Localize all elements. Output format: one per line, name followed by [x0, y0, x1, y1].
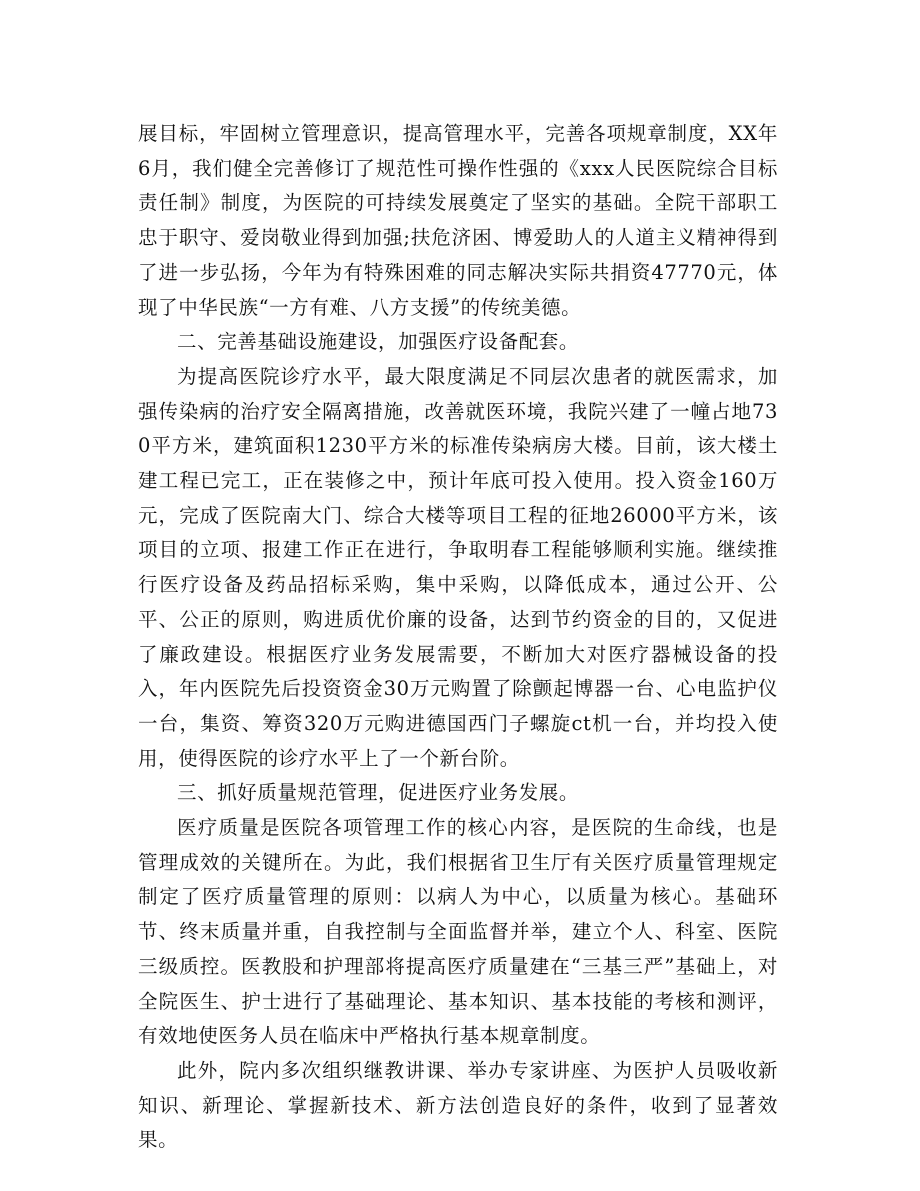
section-heading-2: 二、完善基础设施建设，加强医疗设备配套。	[177, 330, 580, 354]
section-heading-3: 三、抓好质量规范管理，促进医疗业务发展。	[177, 781, 580, 805]
paragraph-training: 此外，院内多次组织继教讲课、举办专家讲座、为医护人员吸收新知识、新理论、掌握新技术、新方法创造良好的条件，收到了显著效果。	[138, 1058, 778, 1152]
paragraph-quality: 医疗质量是医院各项管理工作的核心内容，是医院的生命线，也是管理成效的关键所在。为此，我们根据省卫生厅有关医疗质量管理规定制定了医疗质量管理的原则：以病人为中心，以质量为核心。基础环节、终末质量并重，自我控制与全面监督并举，建立个人、科室、医院三级质控。医教股和护理部将提高医疗质量建在“三基三严”基础上，对全院医生、护士进行了基础理论、基本知识、基本技能的考核和测评，有效地使医务人员在临床中严格执行基本规章制度。	[138, 816, 778, 1048]
paragraph-continuation: 展目标，牢固树立管理意识，提高管理水平，完善各项规章制度，XX年6月，我们健全完善修订了规范性可操作性强的《xxx人民医院综合目标责任制》制度，为医院的可持续发展奠定了坚实的基础。全院干部职工忠于职守、爱岗敬业得到加强;扶危济困、博爱助人的人道主义精神得到了进一步弘扬，今年为有特殊困难的同志解决实际共捐资47770元，体现了中华民族“一方有难、八方支援”的传统美德。	[138, 122, 778, 319]
paragraph-infrastructure: 为提高医院诊疗水平，最大限度满足不同层次患者的就医需求，加强传染病的治疗安全隔离措施，改善就医环境，我院兴建了一幢占地730平方米，建筑面积1230平方米的标准传染病房大楼。目前，该大楼土建工程已完工，正在装修之中，预计年底可投入使用。投入资金160万元，完成了医院南大门、综合大楼等项目工程的征地26000平方米，该项目的立项、报建工作正在进行，争取明春工程能够顺利实施。继续推行医疗设备及药品招标采购，集中采购，以降低成本，通过公开、公平、公正的原则，购进质优价廉的设备，达到节约资金的目的，又促进了廉政建设。根据医疗业务发展需要，不断加大对医疗器械设备的投入，年内医院先后投资资金30万元购置了除颤起博器一台、心电监护仪一台，集资、筹资320万元购进德国西门子螺旋ct机一台，并均投入使用，使得医院的诊疗水平上了一个新台阶。	[138, 364, 778, 770]
document-body	[138, 117, 778, 1158]
